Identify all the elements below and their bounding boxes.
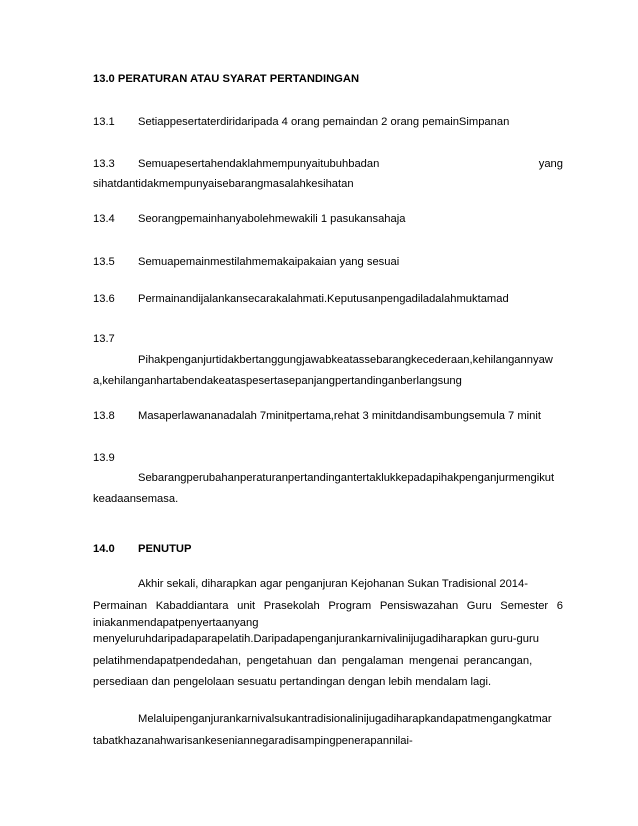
rule-number: 13.4 — [93, 213, 115, 225]
rule-number: 13.7 — [93, 333, 115, 345]
rule-text: Seorangpemainhanyabolehmewakili 1 pasukansahaja — [138, 213, 406, 225]
rule-text: Sebarangperubahanperaturanpertandingantertaklukkepadapihakpenganjurmengikut — [138, 472, 555, 484]
rule-number: 13.8 — [93, 410, 115, 422]
section-14-title: PENUTUP — [138, 543, 192, 555]
closing-paragraph-line: Melaluipenganjurankarnivalsukantradisionalinijugadiharapkandapatmengangkatmar — [138, 713, 552, 725]
rule-text: Pihakpenganjurtidakbertanggungjawabkeatassebarangkecederaan,kehilangannyaw — [138, 354, 553, 366]
rule-number: 13.9 — [93, 452, 115, 464]
closing-paragraph-line: persediaan dan pengelolaan sesuatu pertandingan dengan lebih mendalam lagi. — [93, 676, 492, 688]
closing-paragraph-line: pelatihmendapatpendedahan, pengetahuan dan pengalaman mengenai perancangan, — [93, 655, 533, 667]
closing-paragraph-line: tabatkhazanahwarisankeseniannegaradisampingpenerapannilai- — [93, 735, 413, 747]
rule-text-right: yang — [538, 158, 563, 170]
rule-text: Permainandijalankansecarakalahmati.Keputusanpengadiladalahmuktamad — [138, 293, 509, 305]
rule-number: 13.3 — [93, 158, 115, 170]
rule-text: Masaperlawananadalah 7minitpertama,rehat 3 minitdandisambungsemula 7 minit — [138, 410, 541, 422]
rule-text: Semuapesertahendaklahmempunyaitubuhbadan — [138, 158, 380, 170]
rule-text-continuation: sihatdantidakmempunyaisebarangmasalahkesihatan — [93, 178, 354, 190]
closing-paragraph-line: Permainan Kabaddiantara unit Prasekolah Program Pensiswazahan Guru Semester 6 — [93, 600, 563, 612]
rule-number: 13.1 — [93, 116, 115, 128]
section-13-heading: 13.0 PERATURAN ATAU SYARAT PERTANDINGAN — [93, 73, 360, 85]
closing-paragraph-line: Akhir sekali, diharapkan agar penganjuran Kejohanan Sukan Tradisional 2014- — [138, 578, 528, 590]
rule-text: Setiappesertaterdiridaripada 4 orang pemaindan 2 orang pemainSimpanan — [138, 116, 510, 128]
closing-paragraph-line: menyeluruhdaripadaparapelatih.Daripadapenganjurankarnivalinijugadiharapkan guru-guru — [93, 633, 539, 645]
section-14-number: 14.0 — [93, 543, 115, 555]
rule-text-continuation: keadaansemasa. — [93, 493, 179, 505]
rule-text: Semuapemainmestilahmemakaipakaian yang sesuai — [138, 256, 400, 268]
rule-text-continuation: a,kehilanganhartabendakeataspesertasepanjangpertandinganberlangsung — [93, 375, 462, 387]
closing-paragraph-line: iniakanmendapatpenyertaanyang — [93, 617, 259, 629]
rule-number: 13.5 — [93, 256, 115, 268]
rule-number: 13.6 — [93, 293, 115, 305]
